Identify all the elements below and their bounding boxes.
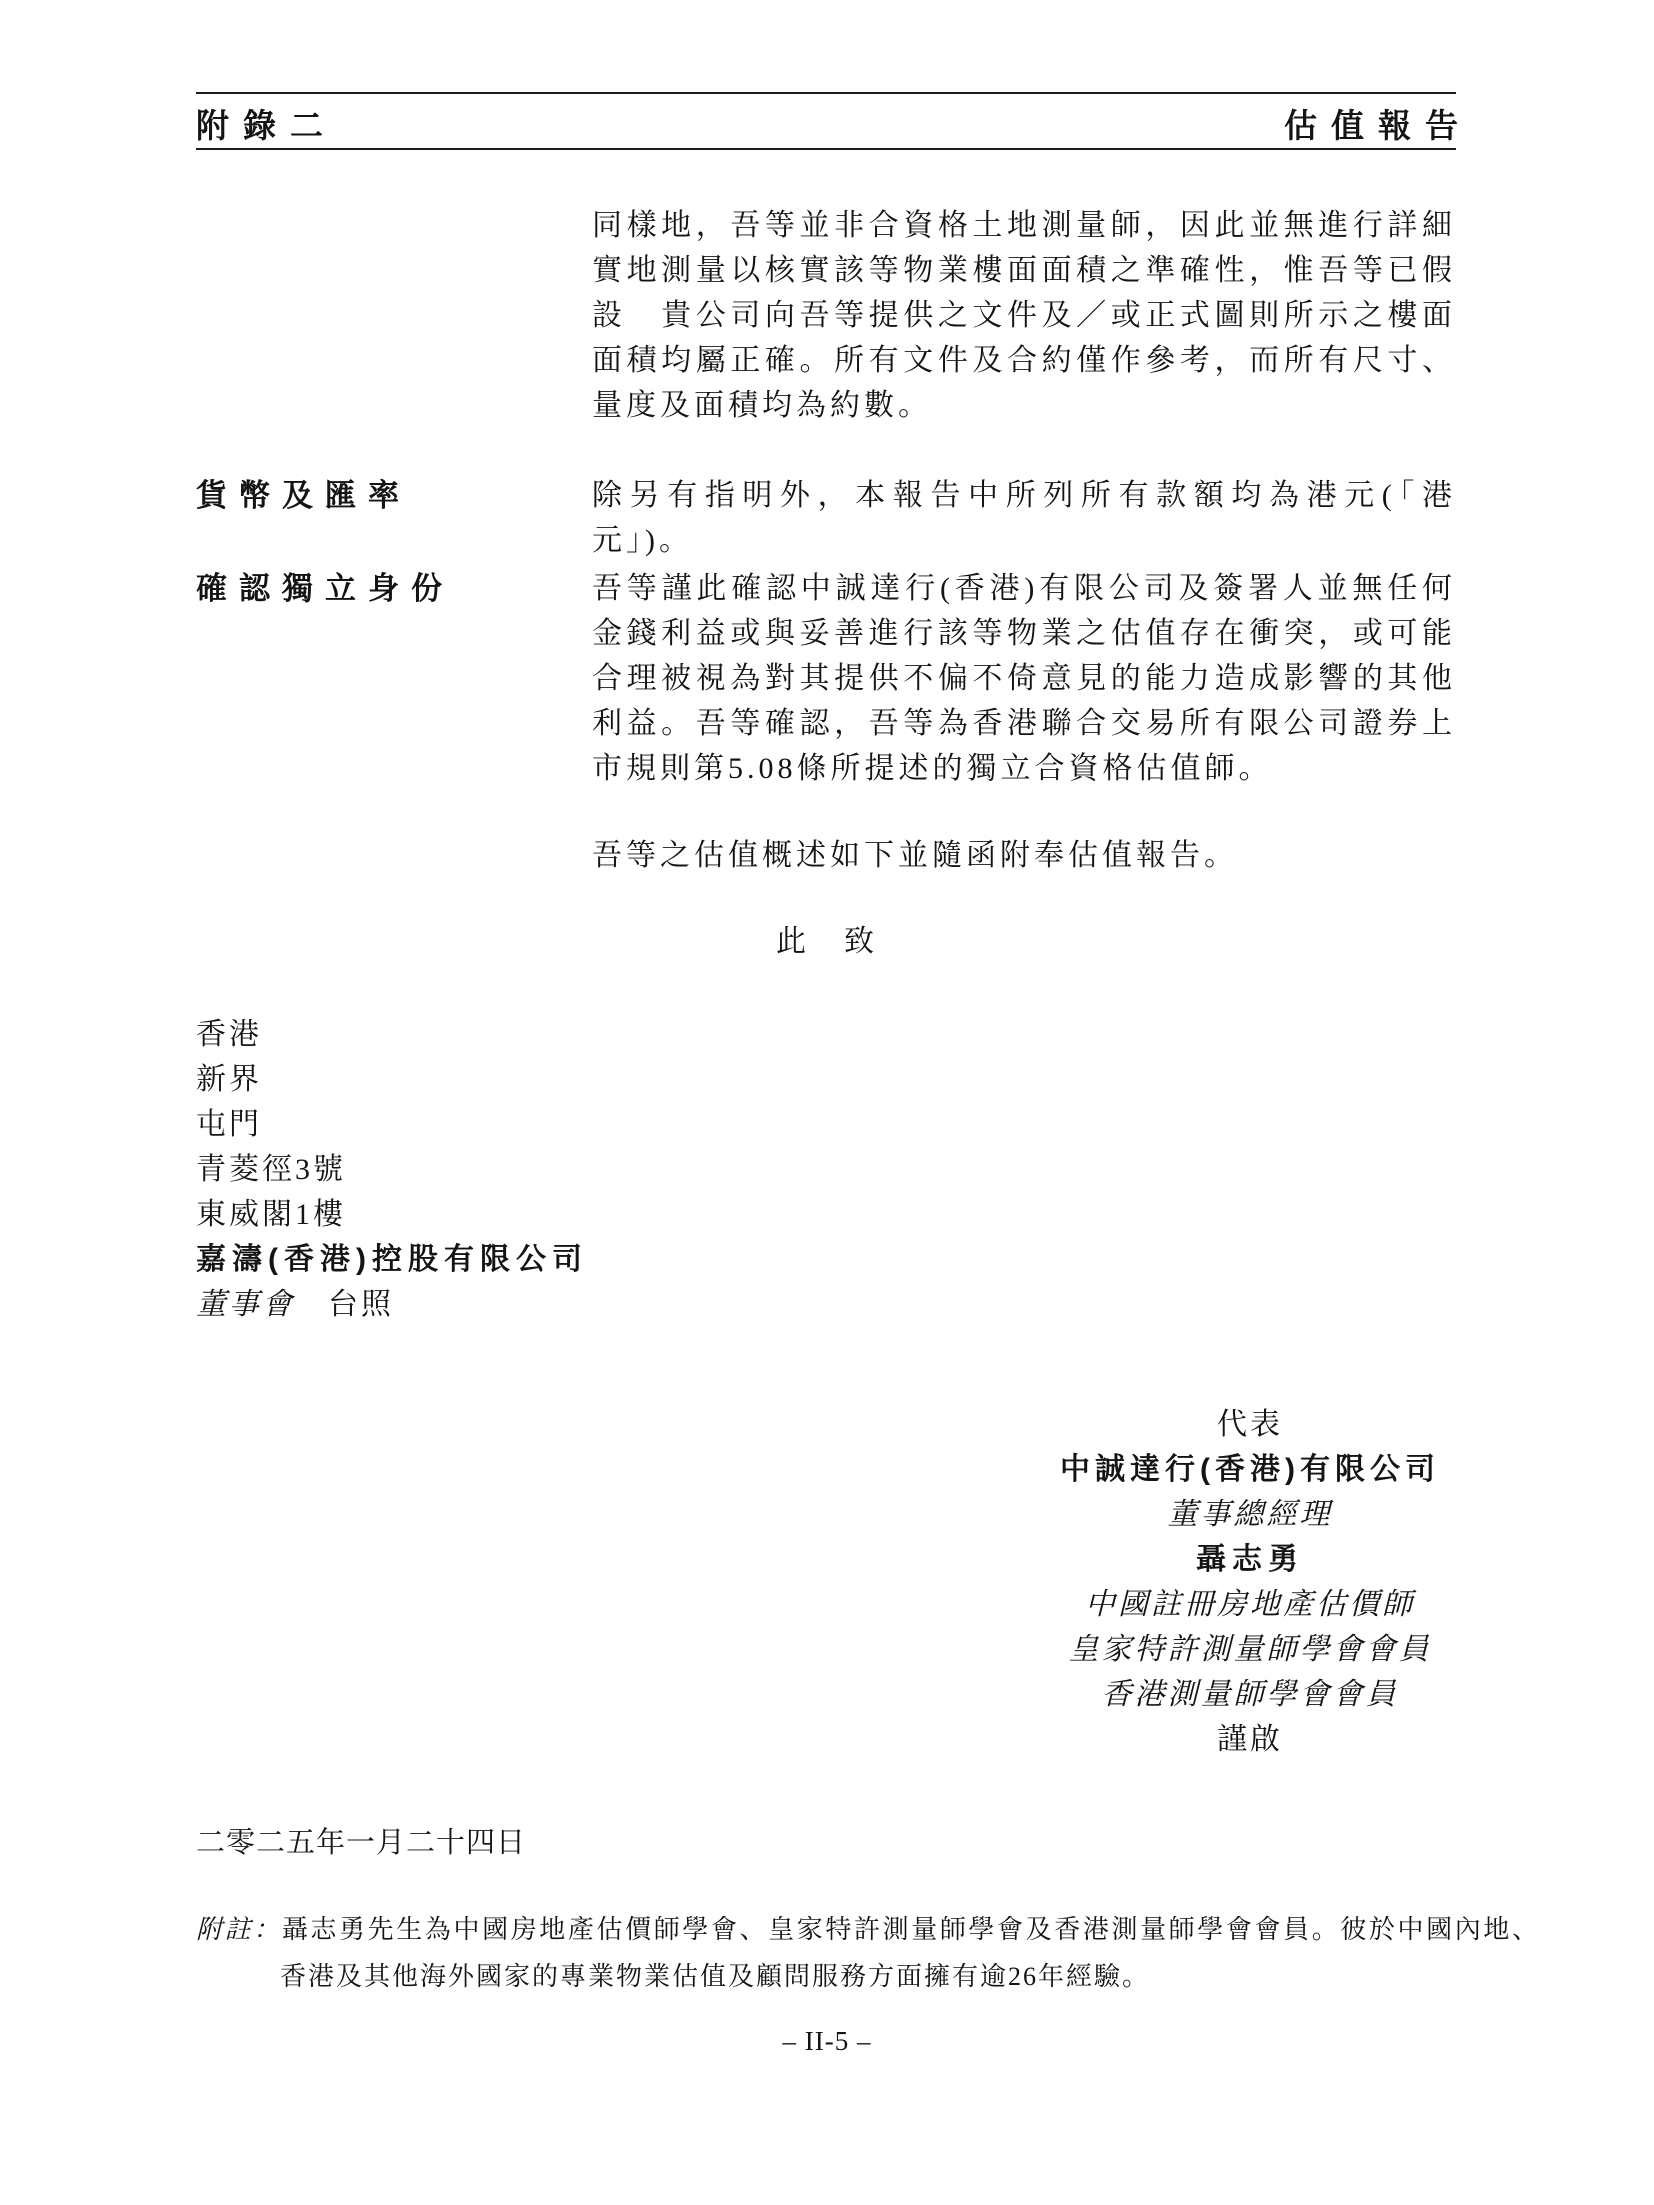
section-label-currency: 貨幣及匯率: [196, 478, 411, 513]
signatory-qualification-prc: 中國註冊房地產估價師: [1085, 1588, 1415, 1621]
paragraph-independence: 吾等謹此確認中誠達行(香港)有限公司及簽署人並無任何金錢利益或與妥善進行該等物業之估值存在衝突，或可能合理被視為對其提供不偏不倚意見的能力造成影響的其他利益。吾等確認，吾等為香港聯合交易所有限公司證券上市規則第5.08條所提述的獨立合資格估值師。: [592, 572, 1456, 785]
signatory-qualification-hkis: 香港測量師學會會員: [1101, 1678, 1399, 1711]
signatory-qualification-rics: 皇家特許測量師學會會員: [1068, 1633, 1432, 1666]
address-line-region: 香港: [196, 1018, 262, 1051]
signatory-name: 聶志勇: [1196, 1543, 1304, 1576]
footnote-text: 聶志勇先生為中國房地產估價師學會、皇家特許測量師學會及香港測量師學會會員。彼於中國內地、香港及其他海外國家的專業物業估值及顧問服務方面擁有逾26年經驗。: [280, 1915, 1540, 1991]
address-block: [196, 1012, 588, 1327]
attention-suffix: 台照: [295, 1288, 394, 1321]
footnote-label: 附註：: [196, 1915, 282, 1944]
address-line-territory: 新界: [196, 1063, 262, 1096]
salutation: 此 致: [776, 925, 878, 958]
paragraph-currency: 除另有指明外，本報告中所列所有款額均為港元(「港元」)。: [592, 479, 1456, 557]
recipient-company-name: 嘉濤(香港)控股有限公司: [196, 1243, 588, 1276]
attention-line: [196, 1282, 588, 1327]
signature-company-name: 中誠達行(香港)有限公司: [1060, 1453, 1440, 1486]
address-line-street: 青菱徑3號: [196, 1153, 346, 1186]
footnote: [196, 1906, 1540, 2000]
signature-rep-label: 代表: [1217, 1408, 1283, 1441]
header-rule-bottom: [196, 148, 1456, 150]
page-number: – II-5 –: [782, 2026, 872, 2056]
signature-title: 董事總經理: [1167, 1498, 1333, 1531]
attention-board: 董事會: [196, 1288, 295, 1321]
signature-closing: 謹啟: [1217, 1723, 1283, 1756]
paragraph-valuation-summary: 吾等之估值概述如下並隨函附奉估值報告。: [592, 839, 1238, 872]
address-line-district: 屯門: [196, 1108, 262, 1141]
report-date: 二零二五年一月二十四日: [196, 1827, 527, 1859]
address-line-building: 東威閣1樓: [196, 1198, 346, 1231]
header-report-title: 估值報告: [1284, 107, 1472, 144]
header-appendix-title: 附錄二: [196, 107, 337, 144]
paragraph-measurement-disclaimer: 同樣地，吾等並非合資格土地測量師，因此並無進行詳細實地測量以核實該等物業樓面面積之準確性，惟吾等已假設 貴公司向吾等提供之文件及／或正式圖則所示之樓面面積均屬正確。所有文件及合約僅作參考，而所有尺寸、量度及面積均為約數。: [592, 209, 1456, 422]
section-label-independence: 確認獨立身份: [196, 571, 454, 606]
signature-block: [1040, 1402, 1460, 1762]
header-rule-top: [196, 92, 1456, 94]
